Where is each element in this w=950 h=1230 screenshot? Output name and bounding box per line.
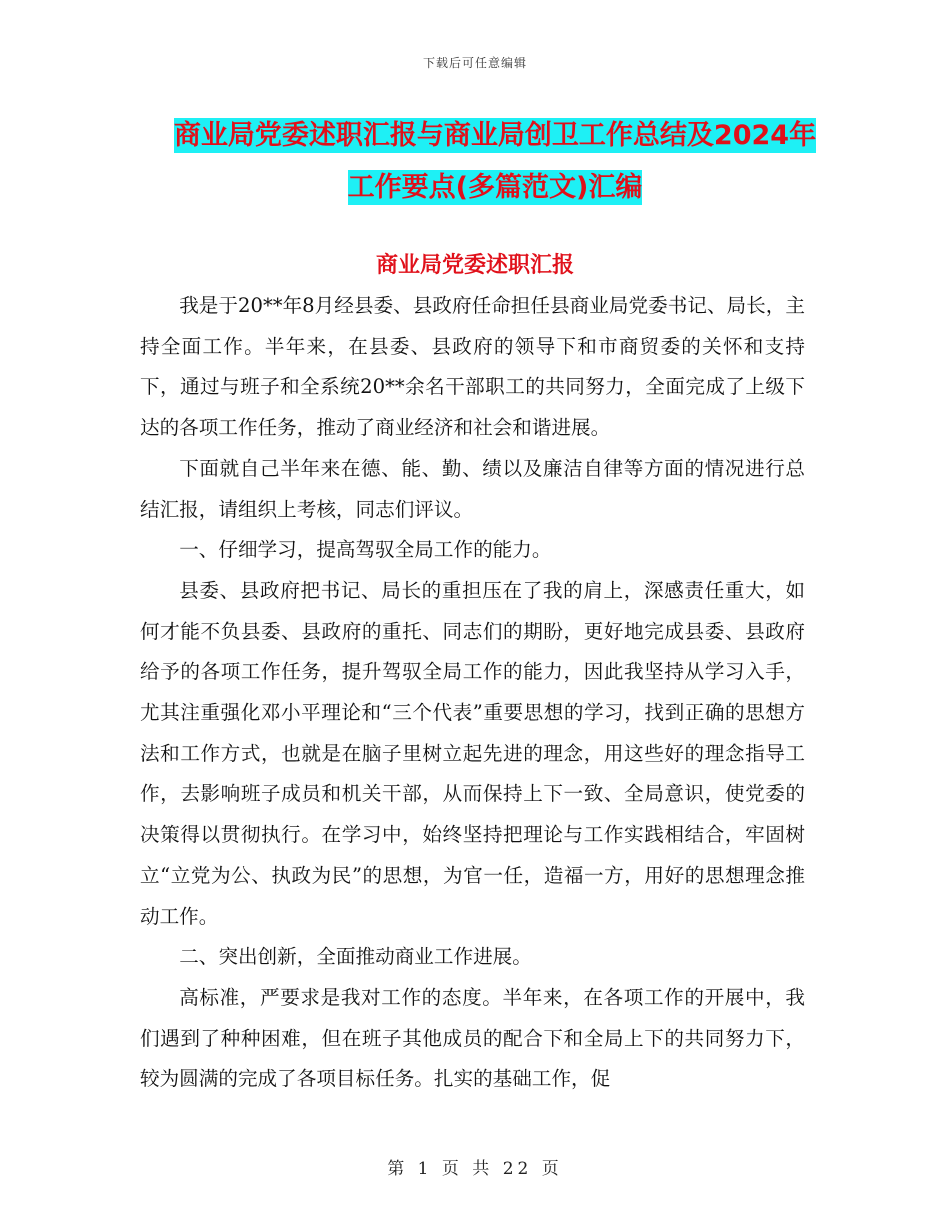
body-text — [140, 286, 805, 1100]
document-title-line-1: 商业局党委述职汇报与商业局创卫工作总结及2024年 — [173, 120, 817, 151]
paragraph: 县委、县政府把书记、局长的重担压在了我的肩上，深感责任重大，如何才能不负县委、县政府的重托、同志们的期盼，更好地完成县委、县政府给予的各项工作任务，提升驾驭全局工作的能力，因此我坚持从学习入手，尤其注重强化邓小平理论和“三个代表”重要思想的学习，找到正确的思想方法和工作方式，也就是在脑子里树立起先进的理念，用这些好的理念指导工作，去影响班子成员和机关干部，从而保持上下一致、全局意识，使党委的决策得以贯彻执行。在学习中，始终坚持把理论与工作实践相结合，牢固树立“立党为公、执政为民”的思想，为官一任，造福一方，用好的思想理念推动工作。 — [140, 578, 805, 928]
paragraph-heading: 一、仔细学习，提高驾驭全局工作的能力。 — [179, 538, 552, 562]
paragraph: 下面就自己半年来在德、能、勤、绩以及廉洁自律等方面的情况进行总结汇报，请组织上考核，同志们评议。 — [140, 456, 805, 521]
section-title: 商业局党委述职汇报 — [375, 253, 574, 278]
page-number: 第 1 页 共 22 页 — [387, 1159, 563, 1179]
document-title — [140, 110, 850, 214]
paragraph: 高标准，严要求是我对工作的态度。半年来，在各项工作的开展中，我们遇到了种种困难，但在班子其他成员的配合下和全局上下的共同努力下，较为圆满的完成了各项目标任务。扎实的基础工作，促 — [140, 985, 805, 1091]
paragraph-heading: 二、突出创新，全面推动商业工作进展。 — [179, 945, 532, 969]
header-note: 下载后可任意编辑 — [422, 56, 527, 70]
document-title-line-2: 工作要点(多篇范文)汇编 — [347, 172, 643, 203]
paragraph: 我是于20**年8月经县委、县政府任命担任县商业局党委书记、局长，主持全面工作。半年来，在县委、县政府的领导下和市商贸委的关怀和支持下，通过与班子和全系统20**余名干部职工的共同努力，全面完成了上级下达的各项工作任务，推动了商业经济和社会和谐进展。 — [140, 294, 805, 440]
